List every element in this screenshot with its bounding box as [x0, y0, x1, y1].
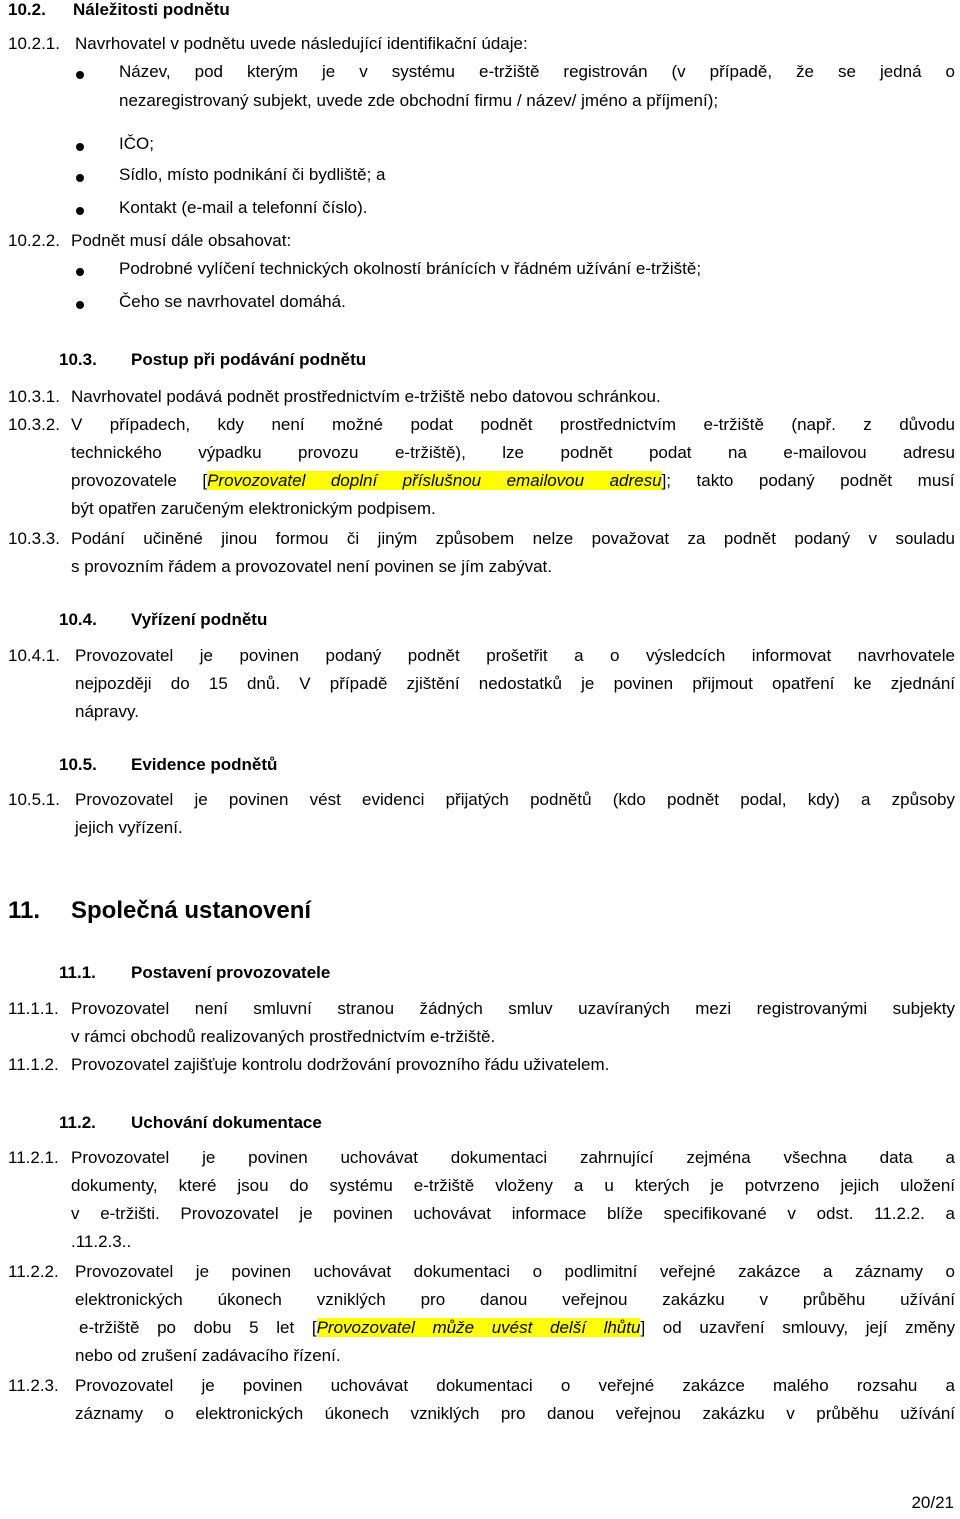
bullet-icon [76, 301, 84, 309]
text-fragment: ] od uzavření smlouvy, její změny [640, 1318, 956, 1337]
bullet-icon [76, 174, 84, 182]
heading-title: Postup při podávání podnětu [131, 350, 367, 369]
paragraph-number: 10.3.2. [8, 415, 60, 434]
heading-title: Vyřízení podnětu [131, 610, 268, 629]
paragraph-number: 11.1.2. [8, 1055, 59, 1074]
paragraph-10-3-2 [0, 415, 960, 527]
highlighted-placeholder: Provozovatel může uvést delší lhůtu [316, 1318, 641, 1337]
heading-10-5 [0, 755, 960, 779]
list-item-text: nezaregistrovaný subjekt, uvede zde obchodní firmu / název/ jméno a příjmení); [119, 91, 719, 110]
paragraph-text: záznamy o elektronických úkonech vzniklých pro danou veřejnou zakázku v průběhu užívání [75, 1404, 955, 1423]
heading-number: 10.2. [8, 0, 46, 19]
paragraph-10-3-1 [0, 387, 960, 411]
heading-title: Evidence podnětů [131, 755, 278, 774]
bullet-icon [76, 268, 84, 276]
heading-10-3 [0, 350, 960, 374]
paragraph-number: 11.2.1. [8, 1148, 59, 1167]
list-item-text: Sídlo, místo podnikání či bydliště; a [119, 165, 386, 184]
bullet-list-10-2-1 [0, 62, 960, 232]
text-fragment: ]; takto podaný podnět musí [661, 471, 955, 490]
paragraph-10-2-2 [0, 231, 960, 255]
paragraph-10-5-1 [0, 790, 960, 846]
paragraph-10-3-3 [0, 529, 960, 585]
paragraph-text: .11.2.3.. [71, 1232, 132, 1251]
paragraph-text: Provozovatel je povinen vést evidenci přijatých podnětů (kdo podnět podal, kdy) a způsoby [75, 790, 955, 809]
paragraph-number: 11.1.1. [8, 999, 59, 1018]
heading-11-1 [0, 963, 960, 987]
paragraph-text: v rámci obchodů realizovaných prostřednictvím e-tržiště. [71, 1027, 496, 1046]
bullet-icon [76, 143, 84, 151]
paragraph-text: Podnět musí dále obsahovat: [71, 231, 292, 250]
paragraph-11-2-3 [0, 1376, 960, 1432]
heading-title: Postavení provozovatele [131, 963, 331, 982]
paragraph-number: 10.5.1. [8, 790, 60, 809]
list-item-text: Podrobné vylíčení technických okolností bránících v řádném užívání e-tržiště; [119, 259, 702, 278]
paragraph-text: Podání učiněné jinou formou či jiným způsobem nelze považovat za podnět podaný v souladu [71, 529, 955, 548]
highlighted-placeholder: Provozovatel doplní příslušnou emailovou adresu [207, 471, 662, 490]
paragraph-number: 10.2.1. [8, 34, 60, 53]
paragraph-text: Provozovatel je povinen uchovávat dokumentaci o podlimitní veřejné zakázce a záznamy o [75, 1262, 955, 1281]
paragraph-text: Provozovatel je povinen uchovávat dokumentaci zahrnující zejména všechna data a [71, 1148, 955, 1167]
paragraph-text: elektronických úkonech vzniklých pro danou veřejnou zakázku v průběhu užívání [75, 1290, 955, 1309]
list-item-text: Název, pod kterým je v systému e-tržiště registrován (v případě, že se jedná o [119, 62, 955, 81]
paragraph-text: Provozovatel je povinen podaný podnět prošetřit a o výsledcích informovat navrhovatele [75, 646, 955, 665]
heading-title: Společná ustanovení [71, 897, 312, 924]
paragraph-text: jejich vyřízení. [75, 818, 183, 837]
list-item-text: Čeho se navrhovatel domáhá. [119, 292, 346, 311]
paragraph-text: dokumenty, které jsou do systému e-tržiště vloženy a u kterých je potvrzeno jejich uložení [71, 1176, 955, 1195]
paragraph-number: 10.2.2. [8, 231, 60, 250]
paragraph-text: Provozovatel není smluvní stranou žádných smluv uzavíraných mezi registrovanými subjekty [71, 999, 955, 1018]
text-fragment: provozovatele [ [71, 471, 208, 490]
text-fragment: e-tržiště po dobu 5 let [ [79, 1318, 317, 1337]
paragraph-11-2-1 [0, 1148, 960, 1260]
paragraph-text: s provozním řádem a provozovatel není povinen se jím zabývat. [71, 557, 552, 576]
paragraph-line-start [79, 1318, 955, 1338]
paragraph-text: být opatřen zaručeným elektronickým podpisem. [71, 499, 436, 518]
paragraph-number: 11.2.3. [8, 1376, 59, 1395]
paragraph-text: v e-tržišti. Provozovatel je povinen uchovávat informace blíže specifikované v odst. 11.2.2. a [71, 1204, 955, 1223]
paragraph-text: Provozovatel zajišťuje kontrolu dodržování provozního řádu uživatelem. [71, 1055, 610, 1074]
paragraph-text: Navrhovatel v podnětu uvede následující identifikační údaje: [75, 34, 528, 53]
heading-number: 10.5. [59, 755, 97, 774]
heading-number: 11.2. [59, 1113, 96, 1132]
heading-title: Uchování dokumentace [131, 1113, 322, 1132]
paragraph-text: nápravy. [75, 702, 139, 721]
paragraph-text: V případech, kdy není možné podat podnět prostřednictvím e-tržiště (např. z důvodu [71, 415, 955, 434]
paragraph-text: nejpozději do 15 dnů. V případě zjištění nedostatků je povinen přijmout opatření ke zjednání [75, 674, 955, 693]
paragraph-number: 10.3.1. [8, 387, 60, 406]
bullet-icon [76, 207, 84, 215]
paragraph-text: Provozovatel je povinen uchovávat dokumentaci o veřejné zakázce malého rozsahu a [75, 1376, 955, 1395]
bullet-icon [76, 71, 84, 79]
paragraph-11-1-2 [0, 1055, 960, 1079]
paragraph-10-4-1 [0, 646, 960, 730]
paragraph-number: 11.2.2. [8, 1262, 59, 1281]
heading-number: 10.4. [59, 610, 97, 629]
page-number: 20/21 [911, 1493, 954, 1512]
paragraph-number: 10.4.1. [8, 646, 60, 665]
list-item-text: IČO; [119, 134, 154, 153]
paragraph-number: 10.3.3. [8, 529, 60, 548]
paragraph-text: technického výpadku provozu e-tržiště), lze podnět podat na e-mailovou adresu [71, 443, 955, 462]
heading-11-2 [0, 1113, 960, 1137]
paragraph-11-2-2 [0, 1262, 960, 1374]
list-item-text: Kontakt (e-mail a telefonní číslo). [119, 198, 368, 217]
paragraph-line [79, 1318, 955, 1338]
heading-11 [0, 897, 960, 929]
heading-number: 11. [8, 897, 41, 924]
paragraph-10-2-1 [0, 34, 960, 58]
paragraph-line [71, 471, 955, 491]
paragraph-line-start [71, 471, 955, 491]
paragraph-11-1-1 [0, 999, 960, 1055]
paragraph-text: nebo od zrušení zadávacího řízení. [75, 1346, 341, 1365]
heading-10-2 [0, 0, 960, 24]
heading-number: 11.1. [59, 963, 96, 982]
bullet-list-10-2-2 [0, 259, 960, 319]
heading-10-4 [0, 610, 960, 634]
heading-number: 10.3. [59, 350, 97, 369]
paragraph-text: Navrhovatel podává podnět prostřednictvím e-tržiště nebo datovou schránkou. [71, 387, 661, 406]
heading-title: Náležitosti podnětu [73, 0, 230, 19]
